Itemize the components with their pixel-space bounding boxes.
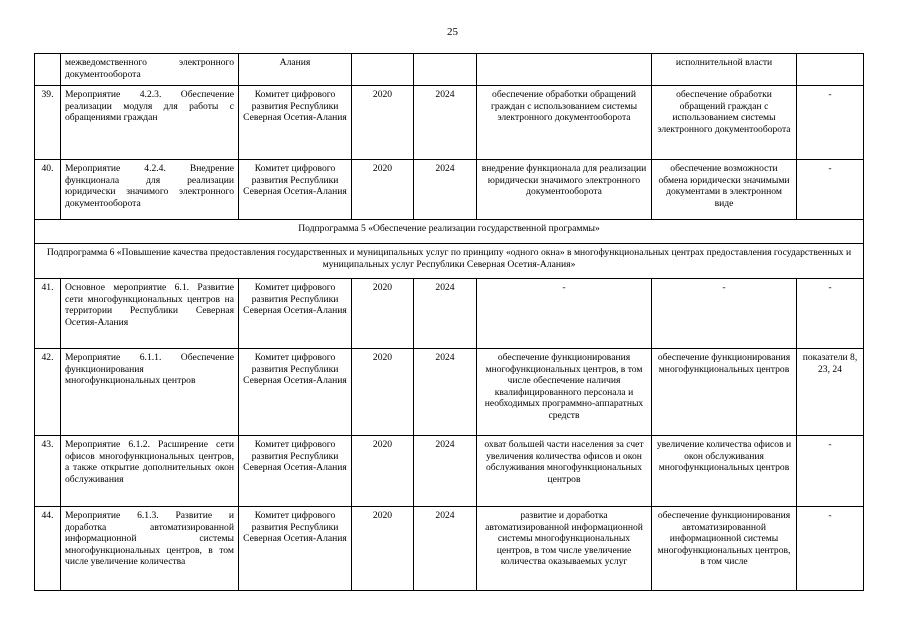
executor: Комитет цифрового развития Республики Северная Осетия-Алания xyxy=(239,436,352,507)
executor: Комитет цифрового развития Республики Северная Осетия-Алания xyxy=(239,86,352,160)
activity-name: Мероприятие 6.1.2. Расширение сети офисов многофункциональных центров, а также открытие дополнительных окон обслуживания xyxy=(61,436,239,507)
row-number: 42. xyxy=(35,349,61,436)
expected-result: охват большей части населения за счет увеличения количества офисов и окон обслуживания многофункциональных центров xyxy=(477,436,652,507)
end-year: 2024 xyxy=(414,86,477,160)
expected-result: обеспечение обработки обращений граждан с использованием системы электронного документооборота xyxy=(477,86,652,160)
indicators: - xyxy=(797,160,864,220)
start-year: 2020 xyxy=(352,349,414,436)
activity-name: Мероприятие 4.2.3. Обеспечение реализации модуля для работы с обращениями граждан xyxy=(61,86,239,160)
table-row xyxy=(35,54,864,86)
end-year: 2024 xyxy=(414,279,477,349)
start-year: 2020 xyxy=(352,86,414,160)
activity-name: Основное мероприятие 6.1. Развитие сети многофункциональных центров на территории Республики Северная Осетия-Алания xyxy=(61,279,239,349)
end-year: 2024 xyxy=(414,507,477,591)
connection: исполнительной власти xyxy=(652,54,797,86)
row-number: 39. xyxy=(35,86,61,160)
table-row xyxy=(35,436,864,507)
table-row xyxy=(35,279,864,349)
subprogram-title: Подпрограмма 6 «Повышение качества предоставления государственных и муниципальных услуг по принципу «одного окна» в многофункциональных центрах предоставления государственных и муниципальных услуг Республики Северная Осетия-Алания» xyxy=(35,244,864,279)
executor: Комитет цифрового развития Республики Северная Осетия-Алания xyxy=(239,349,352,436)
row-number: 41. xyxy=(35,279,61,349)
expected-result: - xyxy=(477,279,652,349)
executor: Комитет цифрового развития Республики Северная Осетия-Алания xyxy=(239,160,352,220)
page-number: 25 xyxy=(447,26,458,38)
subprogram-6-row xyxy=(35,244,864,279)
expected-result xyxy=(477,54,652,86)
table-row xyxy=(35,507,864,591)
indicators: показатели 8, 23, 24 xyxy=(797,349,864,436)
indicators: - xyxy=(797,436,864,507)
row-number: 40. xyxy=(35,160,61,220)
connection: обеспечение возможности обмена юридически значимыми документами в электронном виде xyxy=(652,160,797,220)
start-year: 2020 xyxy=(352,507,414,591)
start-year: 2020 xyxy=(352,279,414,349)
executor: Комитет цифрового развития Республики Северная Осетия-Алания xyxy=(239,507,352,591)
activity-name: Мероприятие 4.2.4. Внедрение функционала для реализации юридически значимого электронного документооборота xyxy=(61,160,239,220)
activity-name: Мероприятие 6.1.3. Развитие и доработка автоматизированной информационной системы многофункциональных центров, в том числе увеличение количества xyxy=(61,507,239,591)
activity-name: межведомственного электронного документооборота xyxy=(61,54,239,86)
program-activities-table xyxy=(34,53,864,591)
indicators: - xyxy=(797,507,864,591)
table-row xyxy=(35,86,864,160)
connection: обеспечение функционирования многофункциональных центров xyxy=(652,349,797,436)
connection: - xyxy=(652,279,797,349)
connection: обеспечение функционирования автоматизированной информационной системы многофункциональных центров, в том числе xyxy=(652,507,797,591)
table-row xyxy=(35,160,864,220)
subprogram-5-row xyxy=(35,220,864,244)
start-year xyxy=(352,54,414,86)
table-row xyxy=(35,349,864,436)
connection: обеспечение обработки обращений граждан с использованием системы электронного документооборота xyxy=(652,86,797,160)
indicators: - xyxy=(797,86,864,160)
indicators: - xyxy=(797,279,864,349)
expected-result: обеспечение функционирования многофункциональных центров, в том числе обеспечение наличия квалифицированного персонала и необходимых программно-аппаратных средств xyxy=(477,349,652,436)
end-year: 2024 xyxy=(414,436,477,507)
activity-name: Мероприятие 6.1.1. Обеспечение функционирования многофункциональных центров xyxy=(61,349,239,436)
subprogram-title: Подпрограмма 5 «Обеспечение реализации государственной программы» xyxy=(35,220,864,244)
end-year: 2024 xyxy=(414,160,477,220)
expected-result: развитие и доработка автоматизированной информационной системы многофункциональных центров, в том числе увеличение количества оказываемых услуг xyxy=(477,507,652,591)
start-year: 2020 xyxy=(352,436,414,507)
row-number xyxy=(35,54,61,86)
end-year xyxy=(414,54,477,86)
row-number: 44. xyxy=(35,507,61,591)
executor: Алания xyxy=(239,54,352,86)
row-number: 43. xyxy=(35,436,61,507)
expected-result: внедрение функционала для реализации юридически значимого электронного документооборота xyxy=(477,160,652,220)
indicators xyxy=(797,54,864,86)
end-year: 2024 xyxy=(414,349,477,436)
start-year: 2020 xyxy=(352,160,414,220)
connection: увеличение количества офисов и окон обслуживания многофункциональных центров xyxy=(652,436,797,507)
executor: Комитет цифрового развития Республики Северная Осетия-Алания xyxy=(239,279,352,349)
